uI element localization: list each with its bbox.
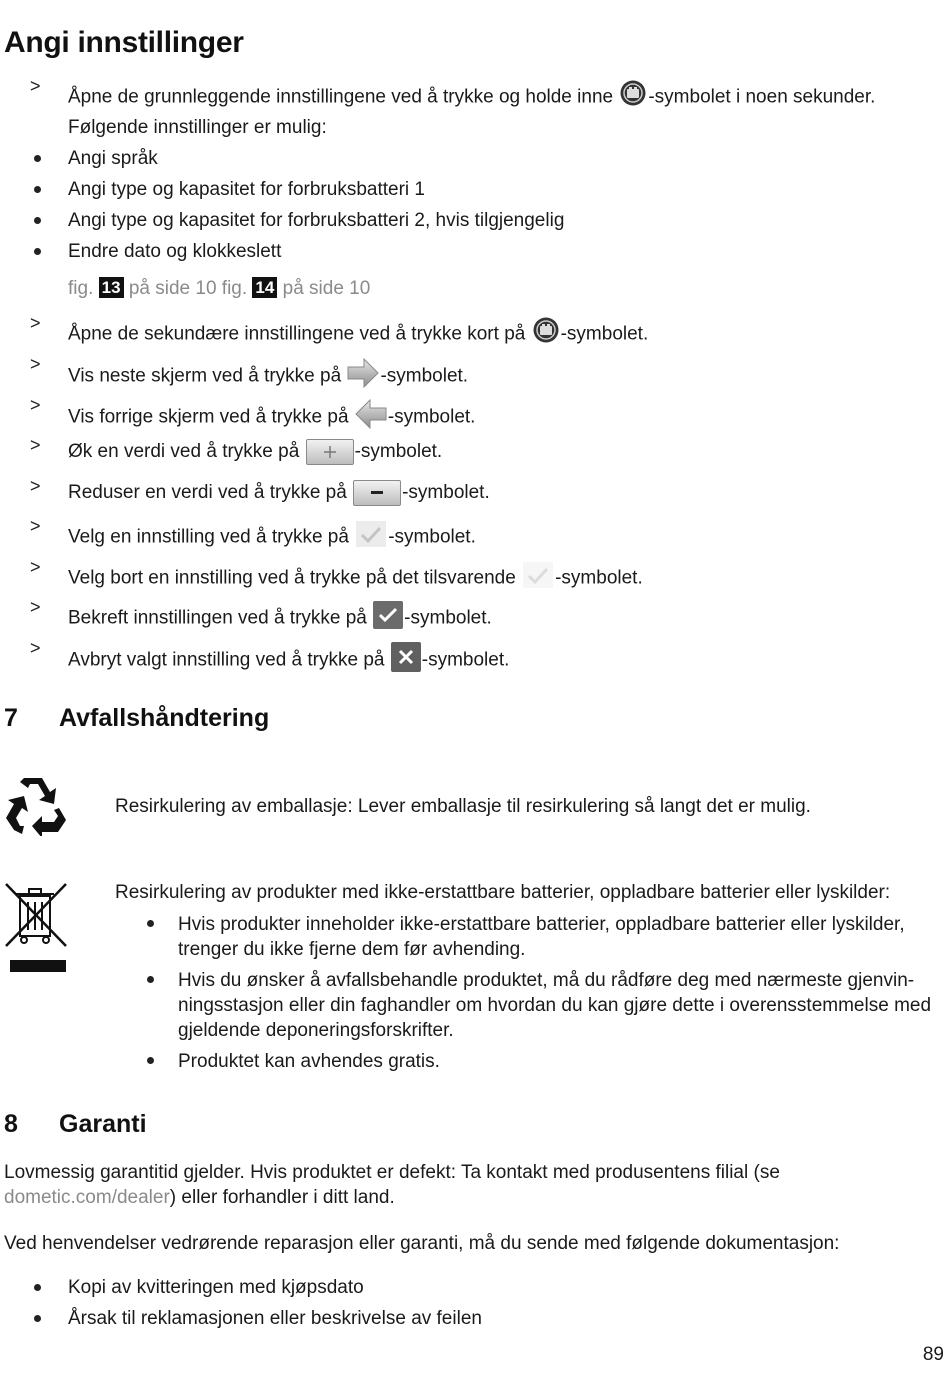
list-item: Hvis du ønsker å avfallsbehandle produktet, må du rådføre deg med nærmeste gjenvin-ningsstasjon eller din faghandler om hvordan du kan gjøre dette i overensstemmelse med gjeldende deponeringsforskrifter. [178, 970, 932, 1041]
figure-number-13: 13 [99, 277, 124, 298]
warranty-paragraph: Lovmessig garantitid gjelder. Hvis produktet er defekt: Ta kontakt med produsentens filial (se dometic.com/dealer) eller forhandler i ditt land. [4, 1162, 780, 1208]
bullet-dot [147, 976, 154, 983]
bullet-dot [34, 217, 41, 224]
list-item: Produktet kan avhendes gratis. [178, 1051, 440, 1072]
list-item: Årsak til reklamasjonen eller beskrivelse av feilen [68, 1308, 482, 1329]
step-next-screen: Vis neste skjerm ved å trykke på -symbolet. [68, 358, 468, 395]
bullet-dot [34, 1315, 41, 1322]
section-heading: 7 Avfallshåndtering [4, 704, 270, 732]
list-item: Endre dato og klokkeslett [68, 241, 282, 262]
step-deselect-setting: Velg bort en innstilling ved å trykke på det tilsvarende -symbolet. [68, 561, 643, 596]
bullet-dot [147, 920, 154, 927]
step-chevron: > [30, 638, 41, 658]
list-item: Angi type og kapasitet for forbruksbatteri 1 [68, 179, 425, 200]
recycle-packaging-text: Resirkulering av emballasje: Lever emballasje til resirkulering så langt det er mulig. [115, 796, 811, 817]
step-cancel-setting: Avbryt valgt innstilling ved å trykke på -symbolet. [68, 642, 509, 679]
step-chevron: > [30, 516, 41, 536]
list-item: Angi språk [68, 148, 158, 169]
step-open-secondary-settings: Åpne de sekundære innstillingene ved å trykke kort på -symbolet. [68, 317, 648, 352]
documentation-paragraph: Ved henvendelser vedrørende reparasjon eller garanti, må du sende med følgende dokumentasjon: [4, 1233, 840, 1254]
list-item: Kopi av kvitteringen med kjøpsdato [68, 1277, 364, 1298]
bullet-dot [34, 248, 41, 255]
minus-icon [353, 480, 401, 506]
step-previous-screen: Vis forrige skjerm ved å trykke på -symbolet. [68, 399, 475, 436]
bullet-dot [34, 1284, 41, 1291]
bullet-dot [34, 186, 41, 193]
confirm-check-icon [373, 601, 403, 636]
plus-icon [306, 439, 354, 465]
bullet-dot [147, 1057, 154, 1064]
page-title: Angi innstillinger [4, 26, 244, 59]
list-item: Hvis produkter inneholder ikke-erstattbare batterier, oppladbare batterier eller lyskilder, trenger du ikke fjerne dem før avhending. [178, 914, 905, 960]
battery-settings-icon [532, 317, 560, 352]
step-decrease-value: Reduser en verdi ved å trykke på -symbolet. [68, 480, 490, 506]
dealer-link[interactable]: dometic.com/dealer [4, 1187, 170, 1208]
arrow-right-icon [347, 358, 379, 395]
step-chevron: > [30, 395, 41, 415]
list-item: Angi type og kapasitet for forbruksbatteri 2, hvis tilgjengelig [68, 210, 565, 231]
page-number: 89 [922, 1344, 944, 1365]
step-chevron: > [30, 313, 41, 333]
step-chevron: > [30, 76, 41, 96]
recycle-icon [4, 774, 68, 842]
section-heading: 8 Garanti [4, 1110, 147, 1138]
step-increase-value: Øk en verdi ved å trykke på -symbolet. [68, 439, 442, 465]
step-chevron: > [30, 354, 41, 374]
checkbox-faded-icon [522, 561, 554, 596]
checkbox-unchecked-icon [355, 520, 387, 555]
weee-intro-text: Resirkulering av produkter med ikke-erstattbare batterier, oppladbare batterier eller lyskilder: [115, 882, 891, 903]
step-chevron: > [30, 476, 41, 496]
step-chevron: > [30, 435, 41, 455]
step-select-setting: Velg en innstilling ved å trykke på -symbolet. [68, 520, 476, 555]
weee-bin-icon [4, 880, 68, 982]
figure-reference: fig. 13 på side 10 fig. 14 på side 10 [68, 278, 371, 299]
cancel-x-icon [391, 642, 421, 679]
step-chevron: > [30, 597, 41, 617]
step-chevron: > [30, 557, 41, 577]
arrow-left-icon [355, 399, 387, 436]
step-confirm-setting: Bekreft innstillingen ved å trykke på -symbolet. [68, 601, 492, 636]
settings-intro: Følgende innstillinger er mulig: [68, 117, 327, 138]
battery-settings-icon [619, 80, 647, 115]
figure-number-14: 14 [252, 277, 277, 298]
bullet-dot [34, 155, 41, 162]
step-open-basic-settings: Åpne de grunnleggende innstillingene ved å trykke og holde inne -symbolet i noen sekunder. [68, 80, 875, 115]
